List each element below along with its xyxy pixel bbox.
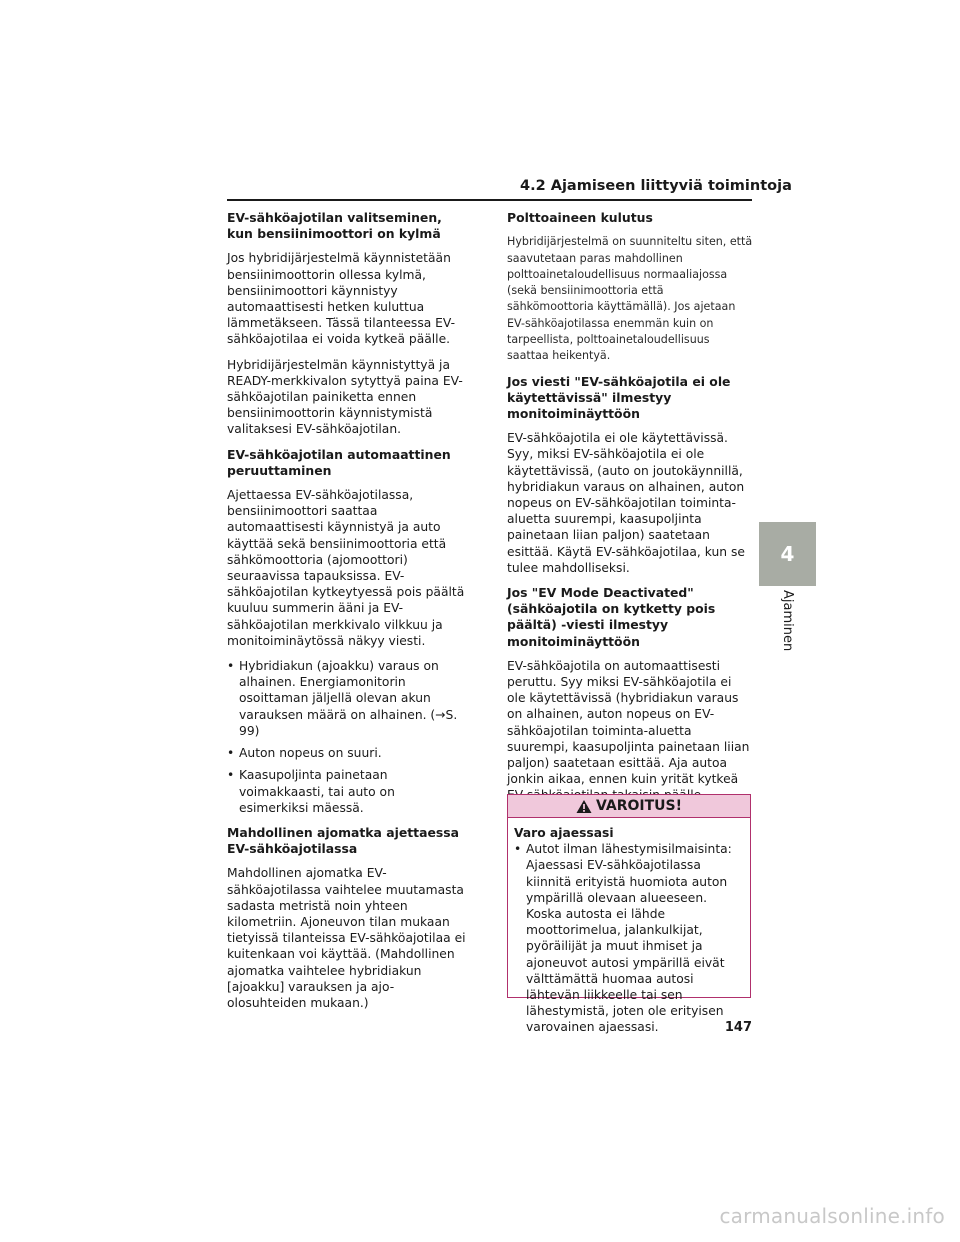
chapter-tab-label: Ajaminen [780,590,795,652]
warning-title: VAROITUS! [596,798,682,814]
header-divider [227,199,752,201]
chapter-header-title: 4.2 Ajamiseen liittyviä toimintoja [520,178,792,194]
warning-subheading: Varo ajaessasi [514,826,614,840]
paragraph: Jos hybridijärjestelmä käynnistetään bensiinimoottorin ollessa kylmä, bensiinimoottori käynnistyy automaattisesti hetken kuluttua lämmetäkseen. Tässä tilanteessa EV-sähköajotilaa ei voida kytkeä päälle. [227,251,456,347]
paragraph: Hybridijärjestelmä on suunniteltu siten, että saavutetaan paras mahdollinen polttoainetaloudellisuus normaaliajossa (sekä bensiinimoottoria että sähkömoottoria käyttämällä). Jos ajetaan EV-sähköajotilassa enemmän kuin on tarpeellista, polttoainetaloudellisuus saattaa heikentyä. [507,235,753,363]
list-item: • Kaasupoljinta painetaan voimakkaasti, tai auto on esimerkiksi mäessä. [227,767,467,816]
right-column [507,210,753,813]
section-heading-ev-deactivated-message: Jos "EV Mode Deactivated" (sähköajotila on kytketty pois päältä) -viesti ilmestyy monitoiminäyttöön [507,585,716,649]
list-item: • Auton nopeus on suuri. [227,745,467,761]
left-column [227,210,467,1020]
list-item: • Hybridiakun (ajoakku) varaus on alhainen. Energiamonitorin osoittaman jäljellä olevan akun varauksen määrä on alhainen. (→S. 99) [227,658,467,739]
warning-header [508,795,750,818]
warning-bullet-list [514,841,744,1035]
chapter-number: 4 [780,542,795,566]
warning-triangle-icon [576,799,592,814]
page-number: 147 [724,1020,752,1035]
watermark: carmanualsonline.info [719,1204,945,1228]
paragraph: EV-sähköajotila on automaattisesti peruttu. Syy miksi EV-sähköajotila ei ole käytettävissä (hybridiakun varaus on alhainen, auton nopeus on EV-sähköajotilan toiminta-aluetta suurempi, kaasupoljinta painetaan liian paljon) saatetaan esittää. Aja autoa jonkin aikaa, ennen kuin yrität kytkeä [507,658,750,787]
paragraph: EV-sähköajotila ei ole käytettävissä. Syy, miksi EV-sähköajotila ei ole käytettävissä, (auto on joutokäynnillä, hybridiakun varaus on alhainen, auton nopeus on EV-sähköajotilan toiminta-aluetta suurempi, kaasupoljinta painetaan liian paljon) saatetaan esittää. Käytä EV-sähköajotilaa, kun se tulee mahdolliseksi. [507,431,745,575]
section-heading-ev-range: Mahdollinen ajomatka ajettaessa EV-sähköajotilassa [227,824,459,857]
section-heading-fuel-consumption: Polttoaineen kulutus [507,210,653,225]
bullet-list [227,658,467,816]
section-heading-ev-cold-engine: EV-sähköajotilan valitseminen, kun bensiinimoottori on kylmä [227,210,442,242]
section-heading-ev-auto-cancel: EV-sähköajotilan automaattinen peruuttaminen [227,446,451,478]
section-heading-ev-unavailable-message: Jos viesti "EV-sähköajotila ei ole käytettävissä" ilmestyy monitoiminäyttöön [507,373,731,421]
paragraph: Hybridijärjestelmän käynnistyttyä ja READY-merkkivalon sytyttyä paina EV-sähköajotilan painiketta ennen bensiinimoottorin käynnistymistä valitaksesi EV-sähköajotilan. [227,357,463,437]
list-item: • Autot ilman lähestymisilmaisinta: Ajaessasi EV-sähköajotilassa kiinnitä erityistä huomiota auton ympärillä olevaan alueeseen. Koska autosta ei lähde moottorimelua, jalankulkijat, pyöräilijät ja muut ihmiset ja ajoneuvot autosi ympärillä eivät välttämättä huomaa autosi lähtevän liikkeelle tai sen lähestymistä, joten ole erityisen varovainen ajaessasi. [514,841,744,1035]
paragraph: Mahdollinen ajomatka EV-sähköajotilassa vaihtelee muutamasta sadasta metristä noin yhteen kilometriin. Ajoneuvon tilan mukaan tietyissä tilanteissa EV-sähköajotilaa ei kuitenkaan voi käyttää. (Mahdollinen ajomatka vaihtelee hybridiakun [ajoakku] varauksen ja ajo-olosuhteiden mukaan.) [227,866,466,1010]
paragraph: Ajettaessa EV-sähköajotilassa, bensiinimoottori saattaa automaattisesti käynnistyä ja auto käyttää sekä bensiinimoottoria että sähkömoottoria (ajomoottori) seuraavissa tapauksissa. EV-sähköajotilan kytkeytyessä pois päältä kuuluu summerin ääni ja EV-sähköajotilan merkkivalo vilkkuu ja monitoiminäytössä näkyy viesti. [227,488,465,648]
warning-body [508,818,750,1036]
chapter-tab [759,522,816,586]
